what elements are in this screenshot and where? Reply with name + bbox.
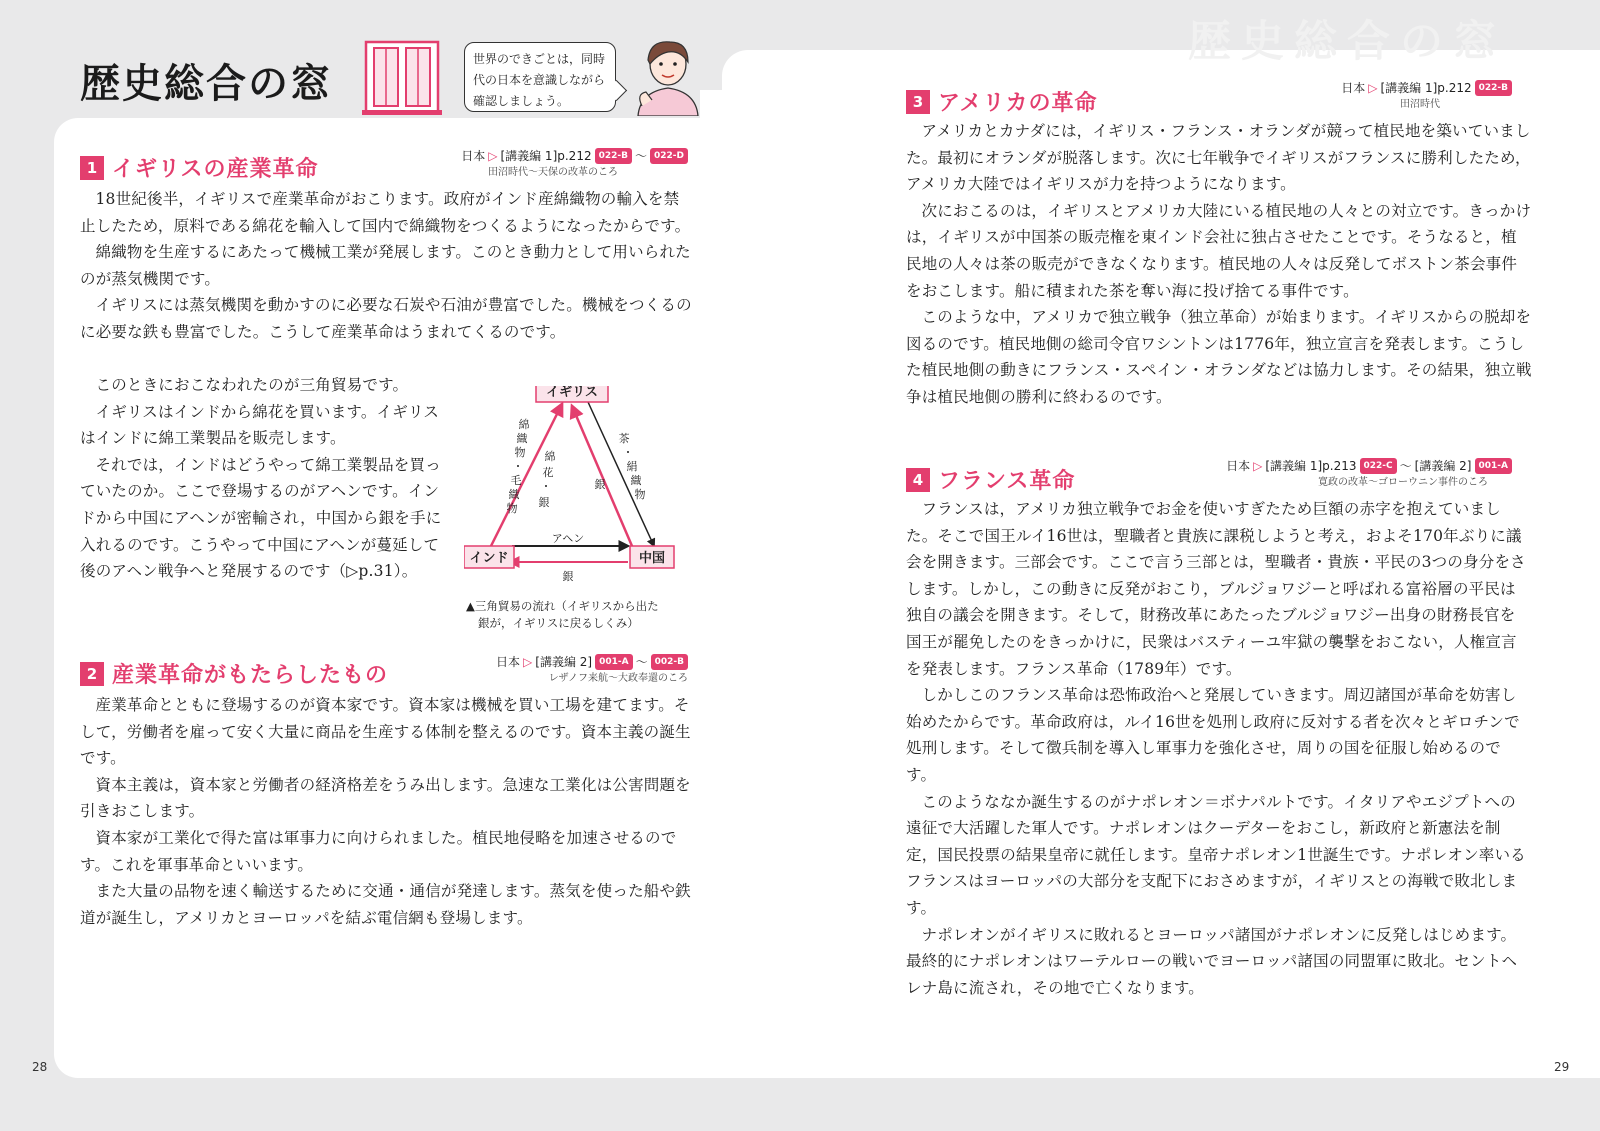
svg-text:織: 織: [630, 474, 642, 487]
paragraph: 産業革命とともに登場するのが資本家です。資本家は機械を買い工場を建てます。そして，労働者を雇って安く大量に商品を生産する体制を整えるのです。資本主義の誕生です。: [80, 696, 691, 768]
node-britain: イギリス: [546, 386, 598, 400]
background-title: 歴史総合の窓: [1188, 17, 1506, 67]
section-3-heading: [906, 86, 1097, 117]
paragraph: ナポレオンがイギリスに敗れるとヨーロッパ諸国がナポレオンに反発しはじめます。最終的にナポレオンはワーテルローの戦いでヨーロッパ諸国の同盟軍に敗北。セントヘレナ島に流され，その地で亡くなります。: [906, 925, 1518, 997]
section-4-heading: [906, 464, 1075, 495]
paragraph: このときにおこなわれたのが三角貿易です。: [95, 376, 409, 394]
section-number: 1: [80, 156, 104, 180]
section-4-body: [906, 496, 1526, 1001]
paragraph: しかしこのフランス革命は恐怖政治へと発展していきます。周辺諸国が革命を妨害し始めたからです。革命政府は，ルイ16世を処刑し政府に反対する者を次々とギロチンで処刑します。そして徴兵制を導入し軍事力を強化させ，周りの国を征服し始めるのです。: [906, 686, 1520, 784]
window-icon: [362, 36, 442, 116]
section-title: アメリカの革命: [938, 91, 1098, 116]
lecture-tag: 001-A: [1475, 458, 1513, 474]
paragraph: 次におこるのは，イギリスとアメリカ大陸にいる植民地の人々との対立です。きっかけは，イギリスが中国茶の販売権を東インド会社に独占させたことです。そうなると，植民地の人々は茶の販売ができなくなります。植民地の人々は反発してボストン茶会事件をおこします。船に積まれた茶を奪い海に投げ捨てる事件です。: [906, 201, 1532, 300]
lecture-tag: 002-B: [651, 654, 688, 670]
section-number: 3: [906, 90, 930, 114]
svg-text:・: ・: [540, 480, 552, 493]
svg-text:絹: 絹: [626, 460, 638, 473]
section-4-reference: 日本 ▷ [講義編 1]p.213 022-C ～ [講義編 2] 001-A 寛政の改革～ゴローウニン事件のころ: [1226, 458, 1512, 490]
lecture-tag: 022-B: [1475, 80, 1512, 96]
paragraph: このようななか誕生するのがナポレオン＝ボナパルトです。イタリアやエジプトへの遠征で大活躍した軍人です。ナポレオンはクーデターをおこし，新政府と新憲法を制定，国民投票の結果皇帝に就任します。皇帝ナポレオン1世誕生です。ナポレオン率いるフランスはヨーロッパの大部分を支配下におさめますが，イギリスとの海戦で敗北します。: [906, 792, 1526, 917]
section-1-heading: [80, 152, 319, 183]
diagram-caption: ▲三角貿易の流れ（イギリスから出た 銀が，イギリスに戻るしくみ）: [466, 599, 659, 630]
section-number: 2: [80, 662, 104, 686]
paragraph: それでは，インドはどうやって綿工業製品を買っていたのか。ここで登場するのがアヘンです。インドから中国にアヘンが密輸され，中国から銀を手に入れるのです。こうやって中国にアヘンが蔓延して後のアヘン戦争へと発展するのです（▷p.31）。: [80, 455, 442, 581]
section-3-body: [906, 118, 1532, 411]
section-3-reference: 日本 ▷ [講義編 1]p.212 022-B 田沼時代: [1341, 80, 1512, 112]
lecture-tag: 022-D: [650, 148, 688, 164]
page-number-right: 29: [1554, 1060, 1570, 1074]
svg-text:・: ・: [622, 446, 634, 459]
node-india: インド: [469, 551, 509, 566]
paragraph: 18世紀後半，イギリスで産業革命がおこります。政府がインド産綿織物の輸入を禁止したため，原料である綿花を輸入して国内で綿織物をつくるようになったからです。: [80, 190, 691, 235]
period-label: レザノフ来航～大政奉還のころ: [548, 673, 688, 684]
label-opium: アヘン: [551, 532, 585, 545]
section-1-body-trade: [80, 372, 452, 585]
node-china: 中国: [638, 551, 666, 566]
paragraph: イギリスはインドから綿花を買います。イギリスはインドに綿工業製品を販売します。: [80, 402, 440, 448]
lecture-tag: 001-A: [595, 654, 633, 670]
paragraph: 綿織物を生産するにあたって機械工業が発展します。このとき動力として用いられたのが蒸気機関です。: [80, 243, 691, 288]
section-number: 4: [906, 468, 930, 492]
svg-text:毛: 毛: [510, 474, 522, 487]
label-cotton-textiles: 綿: [518, 418, 530, 431]
paragraph: 資本家が工業化で得た富は軍事力に向けられました。植民地侵略を加速させるのです。これを軍事革命といいます。: [80, 828, 677, 874]
lecture-tag: 022-B: [595, 148, 632, 164]
section-2-reference: 日本 ▷ [講義編 2] 001-A ～ 002-B レザノフ来航～大政奉還のころ: [496, 655, 688, 684]
paragraph: フランスは，アメリカ独立戦争でお金を使いすぎたため巨額の赤字を抱えていました。そこで国王ルイ16世は，聖職者と貴族に課税しようと考え，およそ170年ぶりに議会を開きます。三部会です。ここで言う三部とは，聖職者・貴族・平民の3つの身分をさします。しかし，この動きに反発がおこり，ブルジョワジーと呼ばれる富裕層の平民は独自の議会を開きます。そして，財務改革にあたったブルジョワジー出身の財務長官を国王が罷免したのをきっかけに，民衆はバスティーユ牢獄の襲撃をおこない，人権宣言を発表します。フランス革命（1789年）です。: [906, 500, 1526, 678]
label-silver-right: 銀: [594, 478, 606, 491]
svg-text:花: 花: [542, 466, 554, 479]
play-arrow-icon: ▷: [523, 655, 533, 669]
section-2-body: [80, 692, 704, 931]
svg-text:・: ・: [512, 460, 524, 473]
paragraph: イギリスには蒸気機関を動かすのに必要な石炭や石油が豊富でした。機械をつくるのに必要な鉄も豊富でした。こうして産業革命はうまれてくるのです。: [80, 296, 692, 341]
section-title: 産業革命がもたらしたもの: [112, 663, 389, 688]
paragraph: また大量の品物を速く輸送するために交通・通信が発達します。蒸気を使った船や鉄道が誕生し，アメリカとヨーロッパを結ぶ電信網も登場します。: [80, 882, 691, 927]
teacher-illustration: [628, 34, 708, 116]
play-arrow-icon: ▷: [1368, 81, 1378, 95]
arrow-china-to-britain: [572, 406, 632, 546]
svg-text:織: 織: [508, 488, 520, 501]
speech-bubble: 世界のできごとは，同時代の日本を意識しながら確認しましょう。: [464, 42, 616, 112]
period-label: 田沼時代: [1400, 99, 1440, 110]
svg-text:銀: 銀: [538, 496, 550, 509]
paragraph: 資本主義は，資本家と労働者の経済格差をうみ出します。急速な工業化は公害問題を引きおこします。: [80, 775, 691, 821]
lecture-tag: 022-C: [1360, 458, 1397, 474]
play-arrow-icon: ▷: [488, 149, 498, 163]
svg-text:物: 物: [634, 488, 646, 501]
paragraph: アメリカとカナダには，イギリス・フランス・オランダが競って植民地を築いていました。最初にオランダが脱落します。次に七年戦争でイギリスがフランスに勝利したため，アメリカ大陸ではイギリスが力を持つようになります。: [906, 122, 1531, 194]
paragraph: このような中，アメリカで独立戦争（独立革命）が始まります。イギリスからの脱却を図るのです。植民地側の総司令官ワシントンは1776年，独立宣言を発表します。こうした植民地側の動きにフランス・スペイン・オランダなどは協力します。その結果，独立戦争は植民地側の勝利に終わるのです。: [906, 308, 1532, 406]
arrow-britain-to-china: [588, 402, 654, 546]
play-arrow-icon: ▷: [1253, 459, 1263, 473]
label-silver-bottom: 銀: [562, 570, 574, 583]
svg-text:物: 物: [514, 446, 526, 459]
page-title: 歴史総合の窓: [80, 61, 332, 107]
section-1-reference: 日本 ▷ [講義編 1]p.212 022-B ～ 022-D 田沼時代～天保の改革のころ: [461, 148, 688, 180]
svg-text:織: 織: [516, 432, 528, 445]
section-title: フランス革命: [938, 469, 1076, 494]
svg-text:物: 物: [506, 502, 518, 515]
section-2-heading: [80, 658, 388, 689]
label-cotton-silver: 綿: [544, 450, 556, 463]
period-label: 寛政の改革～ゴローウニン事件のころ: [1318, 477, 1488, 488]
page-number-left: 28: [32, 1060, 48, 1074]
label-tea-silk: 茶: [618, 432, 630, 445]
section-1-body: [80, 186, 694, 346]
section-title: イギリスの産業革命: [112, 157, 319, 182]
period-label: 田沼時代～天保の改革のころ: [488, 167, 618, 178]
triangular-trade-diagram: [464, 386, 694, 592]
